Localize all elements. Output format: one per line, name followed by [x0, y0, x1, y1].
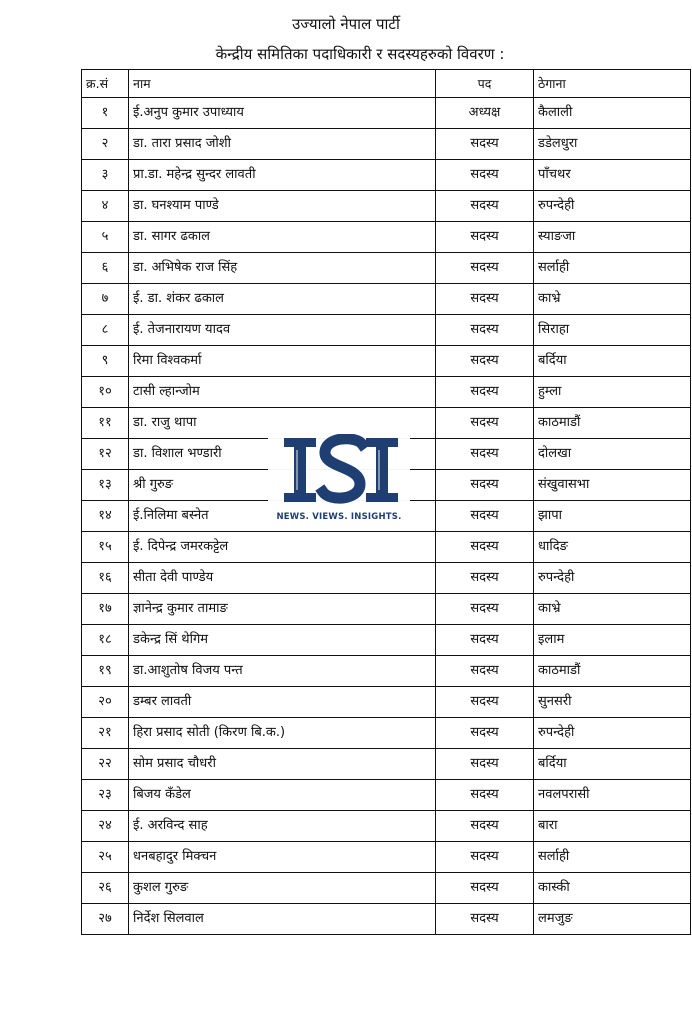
table-row [82, 842, 691, 873]
cell-position: सदस्य [436, 160, 534, 191]
cell-address: धादिङ [534, 532, 691, 563]
table-header-row [82, 70, 691, 98]
cell-serial-number: १२ [82, 439, 129, 470]
table-row [82, 284, 691, 315]
table-row [82, 563, 691, 594]
watermark [268, 430, 410, 530]
cell-position: सदस्य [436, 470, 534, 501]
cell-serial-number: ३ [82, 160, 129, 191]
table-row [82, 253, 691, 284]
cell-position: सदस्य [436, 346, 534, 377]
cell-position: सदस्य [436, 873, 534, 904]
cell-serial-number: ४ [82, 191, 129, 222]
cell-name: हिरा प्रसाद सोती (किरण बि.क.) [129, 718, 436, 749]
table-row [82, 346, 691, 377]
cell-name: कुशल गुरुङ [129, 873, 436, 904]
table-row [82, 315, 691, 346]
cell-position: अध्यक्ष [436, 98, 534, 129]
cell-address: डडेलधुरा [534, 129, 691, 160]
table-row [82, 98, 691, 129]
cell-position: सदस्य [436, 904, 534, 935]
cell-name: सोम प्रसाद चौधरी [129, 749, 436, 780]
cell-serial-number: १ [82, 98, 129, 129]
table-row [82, 718, 691, 749]
cell-name: डा.आशुतोष विजय पन्त [129, 656, 436, 687]
table-row [82, 873, 691, 904]
cell-position: सदस्य [436, 222, 534, 253]
table-row [82, 904, 691, 935]
table-row [82, 625, 691, 656]
cell-address: रुपन्देही [534, 718, 691, 749]
table-row [82, 160, 691, 191]
table-row [82, 191, 691, 222]
cell-serial-number: १६ [82, 563, 129, 594]
cell-position: सदस्य [436, 780, 534, 811]
cell-address: बर्दिया [534, 346, 691, 377]
cell-serial-number: २५ [82, 842, 129, 873]
cell-serial-number: २० [82, 687, 129, 718]
document-subtitle: केन्द्रीय समितिका पदाधिकारी र सदस्यहरुको विवरण : [215, 45, 505, 63]
cell-position: सदस्य [436, 563, 534, 594]
table-row [82, 594, 691, 625]
cell-position: सदस्य [436, 129, 534, 160]
table-row [82, 377, 691, 408]
cell-position: सदस्य [436, 532, 534, 563]
cell-serial-number: ६ [82, 253, 129, 284]
cell-position: सदस्य [436, 718, 534, 749]
cell-address: रुपन्देही [534, 563, 691, 594]
cell-address: सर्लाही [534, 842, 691, 873]
table-row [82, 222, 691, 253]
cell-serial-number: ११ [82, 408, 129, 439]
cell-position: सदस्य [436, 749, 534, 780]
cell-position: सदस्य [436, 253, 534, 284]
cell-serial-number: १० [82, 377, 129, 408]
cell-serial-number: २२ [82, 749, 129, 780]
cell-position: सदस्य [436, 656, 534, 687]
cell-address: पाँचथर [534, 160, 691, 191]
cell-name: सीता देवी पाण्डेय [129, 563, 436, 594]
cell-name: ई.अनुप कुमार उपाध्याय [129, 98, 436, 129]
cell-name: डा. सागर ढकाल [129, 222, 436, 253]
cell-address: सिराहा [534, 315, 691, 346]
cell-position: सदस्य [436, 687, 534, 718]
cell-position: सदस्य [436, 315, 534, 346]
cell-name: ई. डा. शंकर ढकाल [129, 284, 436, 315]
cell-name: डा. तारा प्रसाद जोशी [129, 129, 436, 160]
cell-name: धनबहादुर मिक्चन [129, 842, 436, 873]
cell-name: बिजय कँडेल [129, 780, 436, 811]
cell-address: हुम्ला [534, 377, 691, 408]
cell-position: सदस्य [436, 377, 534, 408]
cell-position: सदस्य [436, 439, 534, 470]
cell-name: ई. तेजनारायण यादव [129, 315, 436, 346]
cell-position: सदस्य [436, 811, 534, 842]
cell-serial-number: ८ [82, 315, 129, 346]
cell-address: कास्की [534, 873, 691, 904]
cell-name: डा. अभिषेक राज सिंह [129, 253, 436, 284]
cell-serial-number: २७ [82, 904, 129, 935]
cell-name: रिमा विश्वकर्मा [129, 346, 436, 377]
header-name: नाम [129, 70, 436, 98]
cell-name: डम्बर लावती [129, 687, 436, 718]
cell-address: काभ्रे [534, 284, 691, 315]
cell-address: नवलपरासी [534, 780, 691, 811]
cell-serial-number: २६ [82, 873, 129, 904]
cell-serial-number: १५ [82, 532, 129, 563]
cell-address: काठमाडौं [534, 656, 691, 687]
cell-serial-number: १८ [82, 625, 129, 656]
header-serial-number: क्र.सं [82, 70, 129, 98]
cell-serial-number: ७ [82, 284, 129, 315]
cell-address: रुपन्देही [534, 191, 691, 222]
cell-address: इलाम [534, 625, 691, 656]
cell-position: सदस्य [436, 842, 534, 873]
cell-address: काभ्रे [534, 594, 691, 625]
cell-serial-number: २ [82, 129, 129, 160]
isi-logo [276, 434, 402, 506]
cell-address: दोलखा [534, 439, 691, 470]
cell-position: सदस्य [436, 191, 534, 222]
table-row [82, 687, 691, 718]
cell-name: डकेन्द्र सिं थेगिम [129, 625, 436, 656]
cell-name: डा. घनश्याम पाण्डे [129, 191, 436, 222]
cell-name: ई. अरविन्द साह [129, 811, 436, 842]
cell-address: लमजुङ [534, 904, 691, 935]
cell-address: स्याङजा [534, 222, 691, 253]
cell-name: टासी ल्हान्जोम [129, 377, 436, 408]
cell-serial-number: १४ [82, 501, 129, 532]
table-row [82, 532, 691, 563]
cell-serial-number: २१ [82, 718, 129, 749]
cell-address: झापा [534, 501, 691, 532]
cell-serial-number: ९ [82, 346, 129, 377]
cell-serial-number: २३ [82, 780, 129, 811]
cell-serial-number: २४ [82, 811, 129, 842]
document-title: उज्यालो नेपाल पार्टी [292, 15, 400, 33]
cell-position: सदस्य [436, 284, 534, 315]
cell-serial-number: ५ [82, 222, 129, 253]
cell-address: संखुवासभा [534, 470, 691, 501]
cell-serial-number: १७ [82, 594, 129, 625]
table-row [82, 780, 691, 811]
table-row [82, 656, 691, 687]
cell-name: प्रा.डा. महेन्द्र सुन्दर लावती [129, 160, 436, 191]
cell-serial-number: १९ [82, 656, 129, 687]
cell-name: ई. दिपेन्द्र जमरकट्टेल [129, 532, 436, 563]
cell-position: सदस्य [436, 625, 534, 656]
cell-address: काठमाडौं [534, 408, 691, 439]
table-row [82, 129, 691, 160]
cell-serial-number: १३ [82, 470, 129, 501]
cell-name: निर्देश सिलवाल [129, 904, 436, 935]
cell-name: ई.निलिमा बस्नेत [129, 501, 436, 532]
cell-address: कैलाली [534, 98, 691, 129]
table-row [82, 811, 691, 842]
header-position: पद [436, 70, 534, 98]
cell-name: ज्ञानेन्द्र कुमार तामाङ [129, 594, 436, 625]
cell-address: सर्लाही [534, 253, 691, 284]
cell-name: डा. राजु थापा [129, 408, 436, 439]
cell-name: श्री गुरुङ [129, 470, 436, 501]
cell-name: डा. विशाल भण्डारी [129, 439, 436, 470]
header-address: ठेगाना [534, 70, 691, 98]
cell-address: बारा [534, 811, 691, 842]
cell-position: सदस्य [436, 594, 534, 625]
cell-position: सदस्य [436, 408, 534, 439]
watermark-tagline: NEWS. VIEWS. INSIGHTS. [276, 512, 402, 522]
cell-address: सुनसरी [534, 687, 691, 718]
table-row [82, 749, 691, 780]
cell-position: सदस्य [436, 501, 534, 532]
cell-address: बर्दिया [534, 749, 691, 780]
